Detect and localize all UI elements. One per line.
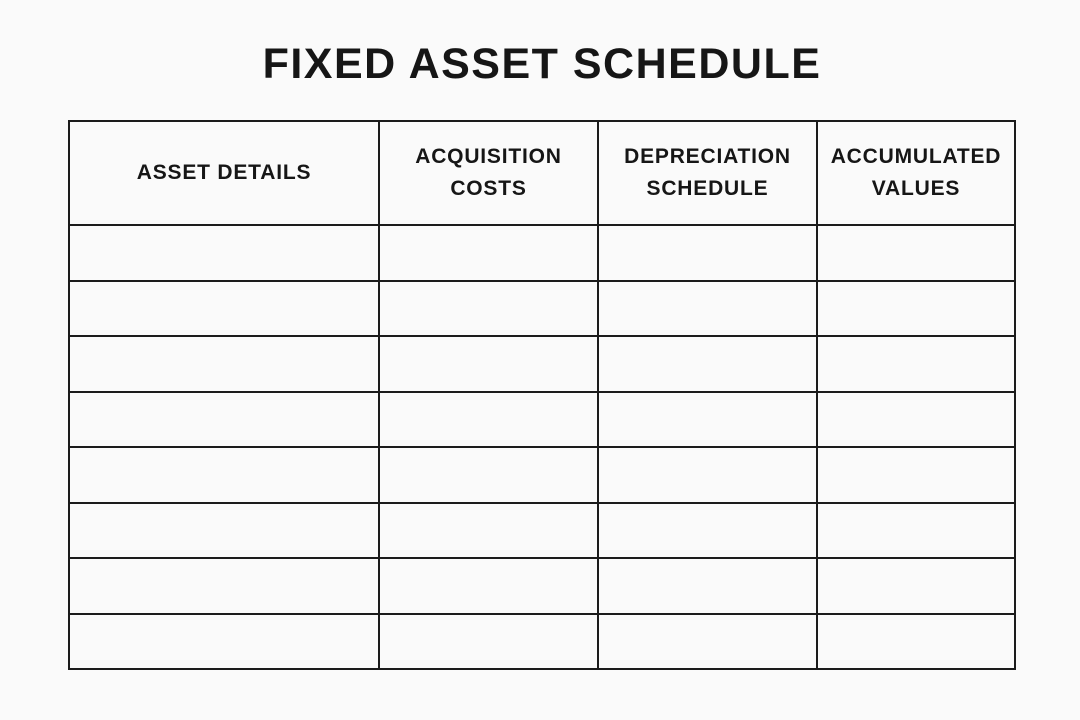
header-acquisition-costs: ACQUISITION COSTS [379, 121, 598, 225]
cell-depreciation-schedule [598, 336, 817, 392]
table-row [69, 447, 1015, 503]
cell-accumulated-values [817, 336, 1015, 392]
cell-asset-details [69, 225, 379, 281]
cell-asset-details [69, 503, 379, 559]
cell-acquisition-costs [379, 281, 598, 337]
cell-acquisition-costs [379, 392, 598, 448]
table-row [69, 336, 1015, 392]
cell-asset-details [69, 336, 379, 392]
fixed-asset-table [68, 120, 1016, 670]
cell-accumulated-values [817, 447, 1015, 503]
cell-depreciation-schedule [598, 503, 817, 559]
cell-accumulated-values [817, 614, 1015, 670]
header-row [69, 121, 1015, 225]
cell-asset-details [69, 614, 379, 670]
cell-asset-details [69, 447, 379, 503]
cell-depreciation-schedule [598, 281, 817, 337]
cell-asset-details [69, 281, 379, 337]
table-row [69, 614, 1015, 670]
header-asset-details: ASSET DETAILS [69, 121, 379, 225]
table-row [69, 558, 1015, 614]
cell-acquisition-costs [379, 503, 598, 559]
cell-accumulated-values [817, 281, 1015, 337]
cell-depreciation-schedule [598, 614, 817, 670]
cell-depreciation-schedule [598, 558, 817, 614]
table-row [69, 225, 1015, 281]
cell-acquisition-costs [379, 447, 598, 503]
cell-acquisition-costs [379, 614, 598, 670]
header-depreciation-schedule: DEPRECIATION SCHEDULE [598, 121, 817, 225]
cell-accumulated-values [817, 503, 1015, 559]
cell-depreciation-schedule [598, 392, 817, 448]
cell-depreciation-schedule [598, 225, 817, 281]
header-accumulated-values: ACCUMULATED VALUES [817, 121, 1015, 225]
cell-accumulated-values [817, 392, 1015, 448]
cell-depreciation-schedule [598, 447, 817, 503]
cell-accumulated-values [817, 225, 1015, 281]
cell-acquisition-costs [379, 225, 598, 281]
cell-acquisition-costs [379, 558, 598, 614]
cell-acquisition-costs [379, 336, 598, 392]
table-row [69, 281, 1015, 337]
page-title: FIXED ASSET SCHEDULE [262, 40, 822, 88]
table-header [69, 121, 1015, 225]
table-row [69, 392, 1015, 448]
cell-asset-details [69, 392, 379, 448]
cell-accumulated-values [817, 558, 1015, 614]
cell-asset-details [69, 558, 379, 614]
table-body [69, 225, 1015, 669]
table-row [69, 503, 1015, 559]
